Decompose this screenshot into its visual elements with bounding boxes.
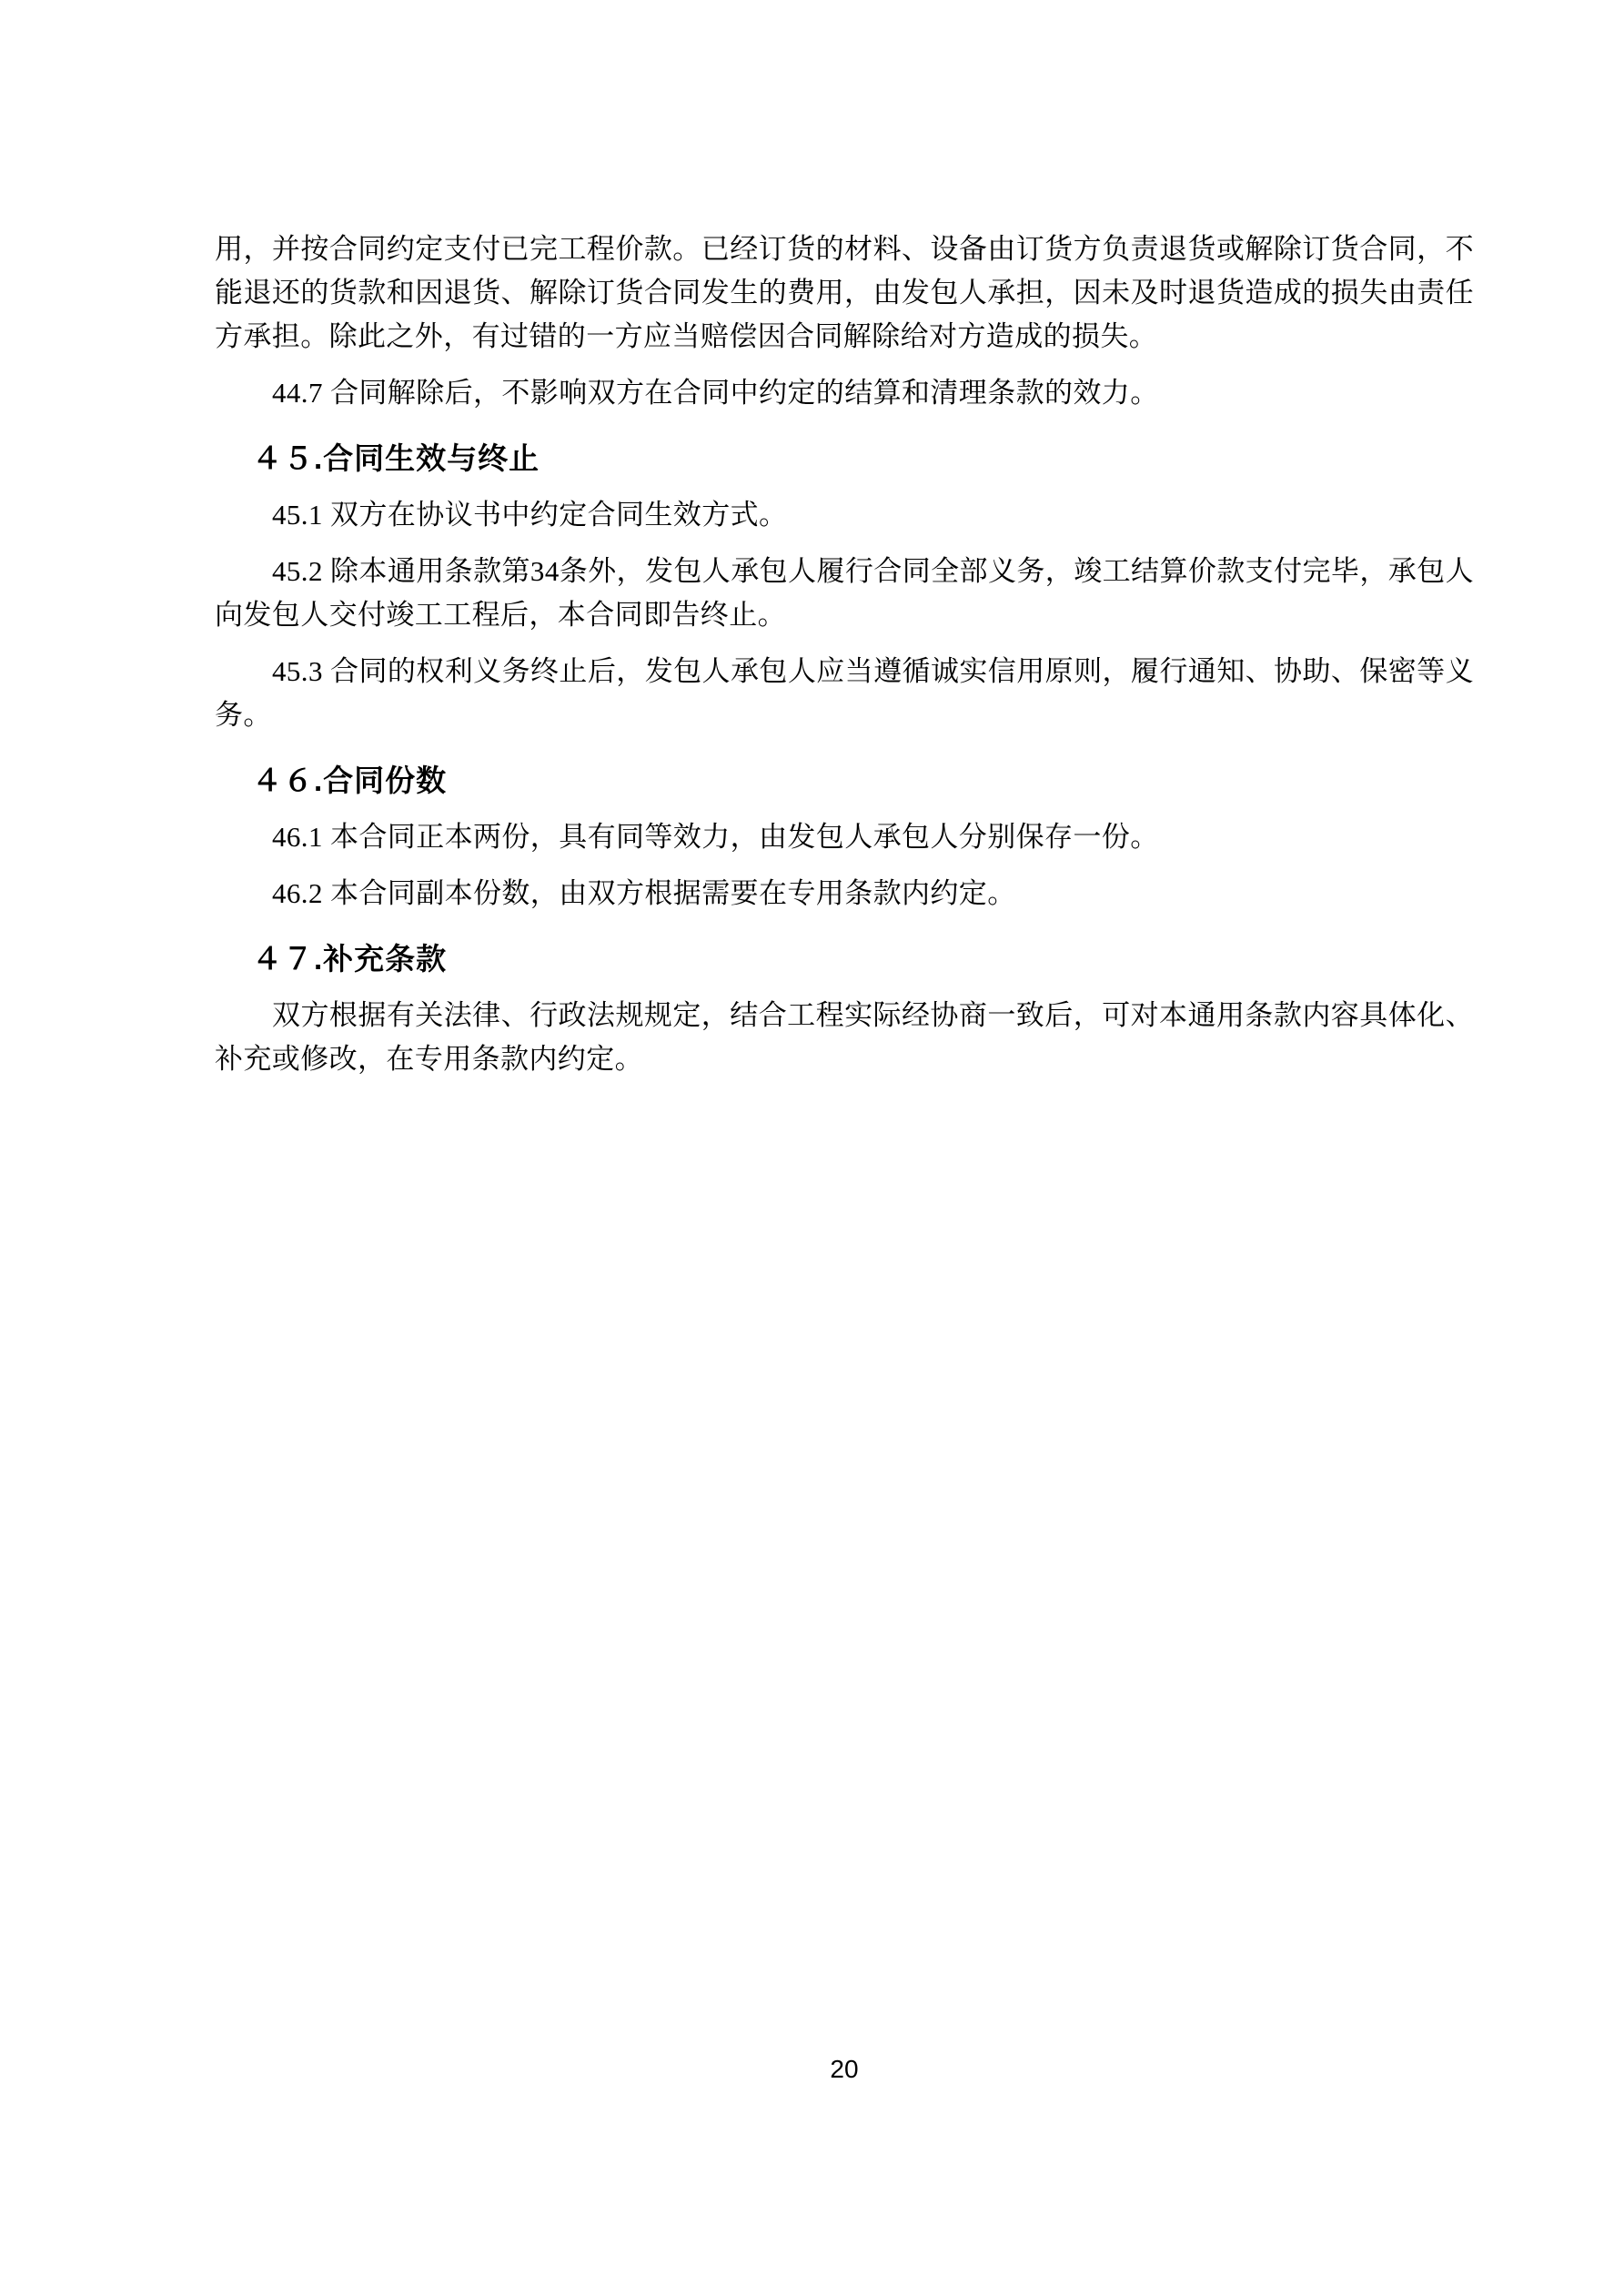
paragraph-46-2: 46.2 本合同副本份数，由双方根据需要在专用条款内约定。 (272, 877, 1016, 909)
paragraph-46-1: 46.1 本合同正本两份，具有同等效力，由发包人承包人分别保存一份。 (272, 821, 1159, 853)
paragraph-45-3: 45.3 合同的权利义务终止后，发包人承包人应当遵循诚实信用原则，履行通知、协助、保密等义务。 (215, 655, 1474, 731)
paragraph-44-7: 44.7 合同解除后，不影响双方在合同中约定的结算和清理条款的效力。 (272, 377, 1159, 409)
page-body (215, 228, 1474, 1081)
section-heading-47: ４７.补充条款 (252, 942, 448, 976)
paragraph-47-body: 双方根据有关法律、行政法规规定，结合工程实际经协商一致后，可对本通用条款内容具体化、补充或修改，在专用条款内约定。 (215, 999, 1474, 1075)
paragraph-45-1: 45.1 双方在协议书中约定合同生效方式。 (272, 499, 788, 531)
page-number: 20 (830, 2055, 859, 2083)
paragraph-45-2: 45.2 除本通用条款第34条外，发包人承包人履行合同全部义务，竣工结算价款支付完毕，承包人向发包人交付竣工工程后，本合同即告终止。 (215, 555, 1474, 631)
section-heading-46: ４６.合同份数 (252, 764, 448, 797)
section-heading-45: ４５.合同生效与终止 (252, 441, 540, 475)
paragraph-continuation-44: 用，并按合同约定支付已完工程价款。已经订货的材料、设备由订货方负责退货或解除订货合同，不能退还的货款和因退货、解除订货合同发生的费用，由发包人承担，因未及时退货造成的损失由责任方承担。除此之外，有过错的一方应当赔偿因合同解除给对方造成的损失。 (215, 233, 1474, 352)
